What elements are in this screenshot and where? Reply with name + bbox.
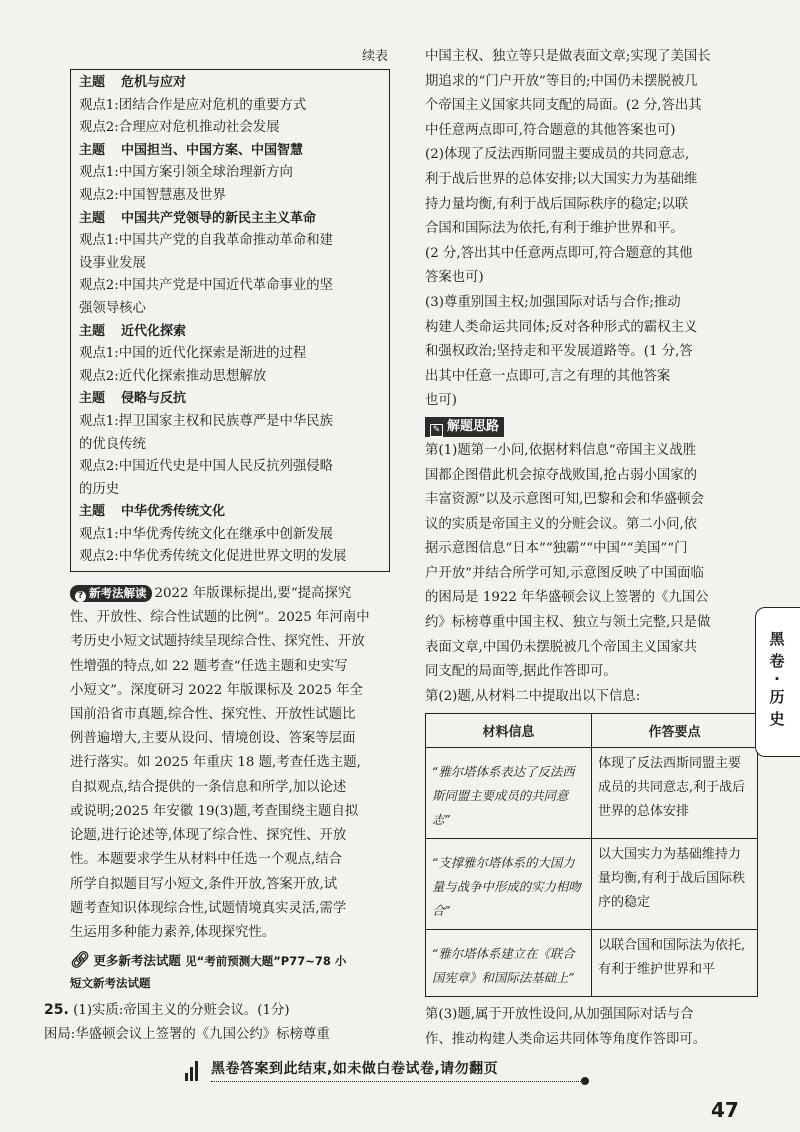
theme-key: 主题 [79, 210, 106, 226]
theme-row [79, 208, 383, 231]
right-column [425, 45, 755, 1053]
footer-dotted-line [211, 1081, 583, 1082]
viewpoint-row: 观点2:合理应对危机推动社会发展 [79, 120, 280, 136]
theme-row [79, 388, 383, 411]
interp-line: 性增强的特点,如 22 题考查“任选主题和史实写 [70, 658, 348, 674]
analysis-line: 据示意图信息“日本”“独霸”“中国”“美国”“门 [425, 541, 688, 557]
interp-line: 或说明;2025 年安徽 19(3)题,考查围绕主题自拟 [70, 803, 359, 819]
analysis-line: 约》标榜尊重中国主权、独立与领土完整,只是做 [425, 615, 711, 631]
new-exam-badge: ? 新考法解读 [70, 585, 152, 602]
edit-icon: ✎ [430, 424, 443, 437]
viewpoint-row: 观点1:中国方案引领全球治理新方向 [79, 165, 293, 181]
viewpoint-row: 观点2:中国智慧惠及世界 [79, 187, 226, 203]
analysis-line: 的困局是 1922 年华盛顿会议上签署的《九国公 [425, 590, 709, 606]
answer-line: 出其中任意一点即可,言之有理的其他答案 [425, 368, 671, 384]
interpretation-paragraph [70, 582, 390, 945]
theme-key: 主题 [79, 142, 106, 158]
interp-line: 小短文”。深度研习 2022 年版课标及 2025 年全 [70, 682, 363, 698]
analysis-line: 同支配的局面等,据此作答即可。 [425, 664, 617, 680]
answer-line: 合国和国际法为依托,有利于维护世界和平。 [425, 221, 684, 237]
answer-cell: 体现了反法西斯同盟主要成员的共同意志,利于战后世界的总体安排 [592, 748, 758, 839]
viewpoint-row: 的优良传统 [79, 436, 146, 452]
answer-line: (2)体现了反法西斯同盟主要成员的共同意志, [425, 147, 690, 163]
material-cell: “雅尔塔体系建立在《联合国宪章》和国际法基础上” [426, 930, 592, 997]
viewpoint-row: 观点1:中华优秀传统文化在继承中创新发展 [79, 526, 334, 542]
analysis-line: 第(1)题第一小问,依据材料信息“帝国主义战胜 [425, 442, 697, 458]
question-25 [44, 998, 390, 1047]
side-tab [755, 607, 800, 757]
table-row [426, 930, 758, 997]
interp-line: 生运用多种能力素养,体现探究性。 [70, 924, 276, 940]
viewpoint-row: 观点2:中华优秀传统文化促进世界文明的发展 [79, 549, 347, 565]
theme-key: 主题 [79, 75, 106, 90]
viewpoint-row: 观点1:捍卫国家主权和民族尊严是中华民族 [79, 413, 334, 429]
answer-line: 中国主权、独立等只是做表面文章;实现了美国长 [425, 49, 711, 64]
solution-badge: ✎ 解题思路 [425, 417, 504, 437]
interp-line: 国前沿省市真题,综合性、探究性、开放性试题比 [70, 707, 356, 723]
theme-row [79, 72, 383, 95]
theme-title: 危机与应对 [121, 75, 187, 90]
theme-key: 主题 [79, 323, 106, 339]
analysis-line: 户开放”并结合所学可知,示意图反映了中国面临 [425, 565, 704, 581]
answer-line: 困局:华盛顿会议上签署的《九国公约》标榜尊重 [44, 1027, 330, 1043]
analysis-line: 国都企图借此机会掠夺战败国,抢占弱小国家的 [425, 467, 698, 483]
answer-line: (2 分,答出其中任意两点即可,符合题意的其他 [425, 245, 693, 261]
table-row [426, 839, 758, 930]
theme-title: 侵略与反抗 [121, 391, 187, 407]
interp-line: 论题,进行论述等,体现了综合性、探究性、开放 [70, 828, 347, 844]
analysis-line: 表面文章,中国仍未摆脱被几个帝国主义国家共 [425, 639, 698, 655]
analysis-line: 第(2)题,从材料二中提取出以下信息: [425, 688, 641, 704]
material-cell: “雅尔塔体系表达了反法西斯同盟主要成员的共同意志” [426, 748, 592, 839]
footer-notice [185, 1055, 605, 1085]
question-icon: ? [75, 591, 86, 602]
answer-line: (3)尊重别国主权;加强国际对话与合作;推动 [425, 294, 681, 310]
theme-table [70, 69, 390, 572]
table-header: 作答要点 [592, 714, 758, 748]
bars-icon [185, 1061, 201, 1081]
theme-title: 中华优秀传统文化 [121, 504, 226, 520]
theme-row [79, 321, 383, 344]
footer-text: 黑卷答案到此结束,如未做白卷试卷,请勿翻页 [211, 1061, 499, 1077]
answer-table [425, 713, 758, 997]
analysis-line: 议的实质是帝国主义的分赃会议。第二小问,依 [425, 516, 698, 532]
more-ref2: 短文新考法试题 [70, 976, 151, 991]
answer-line: 中任意两点即可,符合题意的其他答案也可) [425, 122, 676, 138]
material-cell: “支撑雅尔塔体系的大国力量与战争中形成的实力相吻合” [426, 839, 592, 930]
side-tab-label: 黑 卷 · 历 史 [769, 630, 785, 728]
interp-line: 题考查知识体现综合性,试题情境真实灵活,需学 [70, 900, 347, 916]
question-number: 25. [44, 1002, 69, 1019]
link-icon: 🔗︎ [70, 950, 91, 970]
answer-line: 利于战后世界的总体安排;以大国实力为基础维 [425, 171, 698, 187]
viewpoint-row: 强领导核心 [79, 300, 146, 316]
more-ref: 见“考前预测大题”P77~78 小 [185, 954, 347, 969]
viewpoint-row: 观点2:近代化探索推动思想解放 [79, 368, 267, 384]
page-number: 47 [711, 1098, 739, 1122]
left-column [44, 45, 390, 1048]
analysis-line: 丰富资源”以及示意图可知,巴黎和会和华盛顿会 [425, 492, 704, 508]
answer-line: 个帝国主义国家共同支配的局面。(2 分,答出其 [425, 98, 702, 114]
answer-line: 和强权政治;坚持走和平发展道路等。(1 分,答 [425, 344, 693, 360]
interp-line: 考历史小短文试题持续呈现综合性、探究性、开放 [70, 634, 365, 650]
interp-line: 2022 年版课标提出,要“提高探究 [154, 586, 352, 602]
footer-dot [581, 1077, 589, 1085]
table-header: 材料信息 [426, 714, 592, 748]
interp-line: 自拟观点,结合提供的一条信息和所学,加以论述 [70, 779, 347, 795]
interp-line: 例普遍增大,主要从设问、情境创设、答案等层面 [70, 731, 356, 747]
analysis-tail [425, 1003, 755, 1052]
analysis-line: 第(3)题,属于开放性设问,从加强国际对话与合 [425, 1007, 694, 1023]
interp-line: 所学自拟题目写小短文,条件开放,答案开放,试 [70, 876, 338, 892]
analysis-line: 作、推动构建人类命运共同体等角度作答即可。 [425, 1032, 707, 1048]
theme-title: 近代化探索 [121, 323, 187, 339]
answer-cell: 以大国实力为基础维持力量均衡,有利于战后国际秩序的稳定 [592, 839, 758, 930]
interp-line: 进行落实。如 2025 年重庆 18 题,考查任选主题, [70, 755, 361, 771]
theme-row [79, 501, 383, 524]
answer-line: 答案也可) [425, 270, 484, 286]
theme-key: 主题 [79, 504, 106, 520]
theme-title: 中国共产党领导的新民主主义革命 [121, 210, 317, 226]
continued-label: 续表 [361, 49, 388, 64]
viewpoint-row: 观点2:中国共产党是中国近代革命事业的坚 [79, 278, 334, 294]
viewpoint-row: 观点1:团结合作是应对危机的重要方式 [79, 97, 307, 113]
viewpoint-row: 的历史 [79, 481, 120, 497]
answer-cell: 以联合国和国际法为依托,有利于维护世界和平 [592, 930, 758, 997]
theme-row [79, 140, 383, 163]
answer-line: 构建人类命运共同体;反对各种形式的霸权主义 [425, 319, 698, 335]
interp-line: 性。本题要求学生从材料中任选一个观点,结合 [70, 852, 343, 868]
viewpoint-row: 设事业发展 [79, 255, 146, 271]
answer-line: 持力量均衡,有利于战后国际秩序的稳定;以联 [425, 196, 689, 212]
viewpoint-row: 观点1:中国的近代化探索是渐进的过程 [79, 346, 307, 362]
analysis-paragraph [425, 439, 755, 710]
more-questions: 🔗︎ 更多新考法试题 见“考前预测大题”P77~78 小 短文新考法试题 [70, 950, 347, 991]
answer-line: (1)实质:帝国主义的分赃会议。(1分) [73, 1003, 290, 1019]
answer-continued [425, 45, 755, 414]
answer-line: 期追求的“门户开放”等目的;中国仍未摆脱被几 [425, 73, 698, 89]
theme-key: 主题 [79, 391, 106, 407]
interp-line: 性、开放性、综合性试题的比例”。2025 年河南中 [70, 610, 370, 626]
viewpoint-row: 观点2:中国近代史是中国人民反抗列强侵略 [79, 459, 334, 475]
theme-title: 中国担当、中国方案、中国智慧 [121, 142, 304, 158]
table-header-row [426, 714, 758, 748]
viewpoint-row: 观点1:中国共产党的自我革命推动革命和建 [79, 233, 334, 249]
table-row [426, 748, 758, 839]
answer-line: 也可) [425, 393, 458, 409]
